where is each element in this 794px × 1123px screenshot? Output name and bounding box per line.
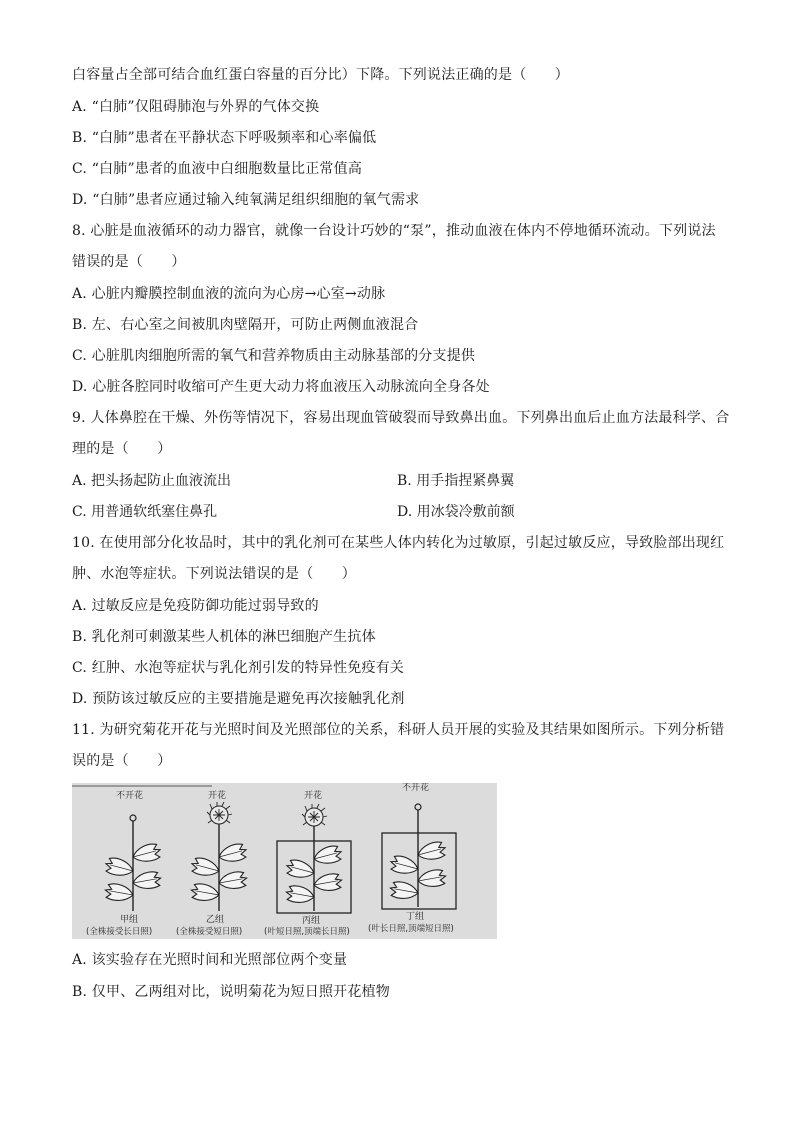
q8-option-c: C. 心脏肌肉细胞所需的氧气和营养物质由主动脉基部的分支提供: [72, 348, 476, 364]
q7-stem-continued: 白容量占全部可结合血红蛋白容量的百分比）下降。下列说法正确的是（ ）: [72, 67, 569, 83]
q9-stem-line2: 理的是（ ）: [72, 441, 172, 457]
q8-stem-line2: 错误的是（ ）: [72, 254, 186, 270]
q7-option-b: B. “白肺”患者在平静状态下呼吸频率和心率偏低: [72, 130, 377, 146]
group-ding: [368, 783, 456, 934]
q9-option-d: D. 用冰袋冷敷前额: [397, 504, 515, 520]
q9-option-c: C. 用普通软纸塞住鼻孔: [72, 504, 218, 520]
group-yi: [176, 789, 248, 937]
q9-stem-line1: 9. 人体鼻腔在干燥、外伤等情况下，容易出现血管破裂而导致鼻出血。下列鼻出血后止血方法最科学、合: [72, 410, 730, 426]
q8-option-b: B. 左、右心室之间被肌肉壁隔开，可防止两侧血液混合: [72, 317, 419, 333]
q7-option-a: A. “白肺”仅阻碍肺泡与外界的气体交换: [72, 99, 320, 115]
group-yi-condition: (全株接受短日照): [176, 927, 243, 937]
group-jia-result: 不开花: [116, 791, 144, 801]
group-yi-name: 乙组: [206, 915, 225, 925]
q11-stem-line1: 11. 为研究菊花开花与光照时间及光照部位的关系，科研人员开展的实验及其结果如图所示。下列分析错: [72, 722, 725, 738]
group-jia-name: 甲组: [120, 915, 139, 925]
q8-option-d: D. 心脏各腔同时收缩可产生更大动力将血液压入动脉流向全身各处: [72, 379, 490, 395]
q9-option-a: A. 把头扬起防止血液流出: [72, 473, 232, 489]
q7-option-d: D. “白肺”患者应通过输入纯氧满足组织细胞的氧气需求: [72, 192, 420, 208]
q7-option-c: C. “白肺”患者的血液中白细胞数量比正常值高: [72, 161, 363, 177]
q10-stem-line1: 10. 在使用部分化妆品时，其中的乳化剂可在某些人体内转化为过敏原，引起过敏反应，导致脸部出现红: [72, 535, 725, 551]
group-bing-condition: (叶短日照,顶端长日照): [264, 927, 350, 937]
group-yi-result: 开花: [208, 791, 227, 801]
group-jia: [86, 789, 162, 937]
q10-stem-line2: 肿、水泡等症状。下列说法错误的是（ ）: [72, 566, 356, 582]
q10-option-c: C. 红肿、水泡等症状与乳化剂引发的特异性免疫有关: [72, 660, 405, 676]
group-bing-name: 丙组: [302, 916, 321, 926]
group-ding-condition: (叶长日照,顶端短日照): [368, 924, 454, 934]
group-ding-result: 不开花: [402, 783, 430, 793]
group-jia-condition: (全株接受长日照): [86, 927, 153, 937]
experiment-illustration: [72, 783, 497, 939]
q11-option-a: A. 该实验存在光照时间和光照部位两个变量: [72, 952, 348, 968]
group-bing: [264, 789, 351, 937]
q10-option-d: D. 预防该过敏反应的主要措施是避免再次接触乳化剂: [72, 691, 405, 707]
q11-option-b: B. 仅甲、乙两组对比，说明菊花为短日照开花植物: [72, 984, 390, 1000]
chrysanthemum-experiment-figure: [72, 783, 497, 939]
q9-option-b: B. 用手指捏紧鼻翼: [397, 473, 515, 489]
group-ding-name: 丁组: [406, 912, 425, 922]
q10-option-a: A. 过敏反应是免疫防御功能过弱导致的: [72, 598, 319, 614]
q11-stem-line2: 误的是（ ）: [72, 753, 172, 769]
group-bing-result: 开花: [304, 791, 323, 801]
q10-option-b: B. 乳化剂可刺激某些人机体的淋巴细胞产生抗体: [72, 629, 376, 645]
q8-stem-line1: 8. 心脏是血液循环的动力器官，就像一台设计巧妙的“泵”，推动血液在体内不停地循环流动。下列说法: [72, 223, 716, 239]
q8-option-a: A. 心脏内瓣膜控制血液的流向为心房→心室→动脉: [72, 286, 386, 302]
